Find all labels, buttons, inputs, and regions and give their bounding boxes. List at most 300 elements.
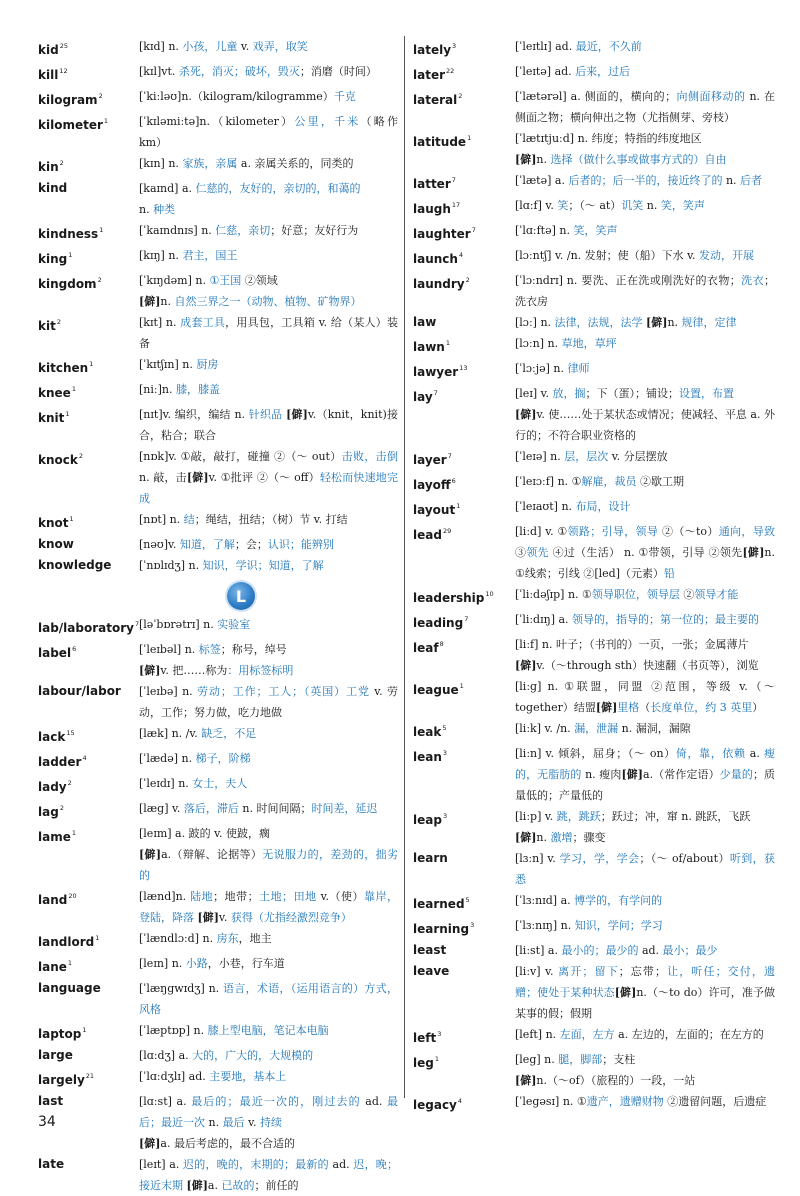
highlighted-meaning: 规律，定律 [681,316,737,329]
highlighted-meaning: 落后，滞后 [183,802,239,815]
headword-text: landlord [38,935,95,949]
definition-text: a. [207,1179,222,1192]
definition-text: [ˈkɪləmiːtə]n.（kilometer） [139,115,295,128]
definition [515,333,617,354]
highlighted-meaning: 最近，不久前 [575,40,642,53]
definition-text: ② [679,588,695,601]
highlighted-meaning: 仁慈的，友好的，亲切的，和蔼的 [195,182,361,195]
definition-text: n. [168,40,183,53]
definition-text: [lɔː] n. [515,316,555,329]
headword-text: lately [413,43,452,57]
highlighted-meaning: 认识；能辨别 [267,538,334,551]
definition [139,534,334,555]
headword-text: layout [413,503,456,517]
highlighted-meaning: 放，搁 [552,387,586,400]
definition-text: [nɒt] n. [139,513,184,526]
headword-text: large [38,1048,73,1062]
definition-line [139,1133,398,1154]
definition-text: v. [244,1116,260,1129]
headword [413,61,515,86]
dictionary-entry [38,614,398,639]
rare-meaning-tag: [僻] [139,848,162,861]
definition-line [139,823,398,844]
dictionary-entry [38,886,398,928]
frequency-count: 7 [134,620,140,628]
headword [38,681,139,702]
definition-text: [ˈkɪŋdəm] n. [139,274,210,287]
headword-text: knowledge [38,558,112,572]
definition-line [139,509,348,530]
definition-text: a.（常作定语） [643,768,720,781]
highlighted-meaning: 后者 [740,174,763,187]
definition-line [515,471,684,492]
dictionary-entry [38,1045,398,1066]
frequency-count: 4 [82,754,87,762]
headword [38,270,139,295]
headword-text: ladder [38,755,82,769]
dictionary-entry [38,379,398,404]
highlighted-meaning: 笑 [557,199,569,212]
headword-text: laptop [38,1027,82,1041]
definition-line [515,634,759,655]
headword-text: later [413,68,446,82]
definition-line [139,1045,313,1066]
dictionary-entry [38,1020,398,1045]
definition [139,1045,313,1066]
definition-text: [lɑːf] v. [515,199,558,212]
definition [515,312,737,333]
definition-line [139,86,356,107]
definition-text: n. ①线索；引线 ②[led]（元素） [515,546,776,580]
highlighted-meaning: 后者的；后一半的，接近终了的 [568,174,723,187]
headword-text: launch [413,252,458,266]
definition-text: [ˈleɪə] n. [515,450,565,463]
frequency-count: 6 [451,477,456,485]
definition-text: ；跃过；冲，窜 n. 跳跃，飞跃 [600,810,751,823]
definition-text: a. 亲属关系的，同类的 [237,157,354,170]
dictionary-entry [38,509,398,534]
definition [515,806,750,848]
highlighted-meaning: 解雇，裁员 [581,475,637,488]
dictionary-entry [413,634,775,676]
definition-text: （略作 km） [139,115,399,149]
highlighted-meaning: 长度单位，约 3 英里 [650,701,753,714]
definition-text: [ˈlɑːftə] n. [515,224,574,237]
frequency-count: 1 [67,959,73,967]
definition [139,681,398,723]
headword [38,773,139,798]
definition-text: [liːg] n. ①联盟，同盟 ②范围，等级 v.（～together）结盟 [515,680,775,714]
definition-text: [ˈlædə] n. [139,752,196,765]
headword-text: kin [38,160,59,174]
definition-text: n. 瘦肉 [581,768,622,781]
definition-text: n. [722,174,741,187]
definition [515,86,775,128]
dictionary-entry [413,195,775,220]
highlighted-meaning: 里格 [617,701,640,714]
definition-text: ；地带； [213,890,259,903]
definition-line [139,681,398,723]
rare-meaning-tag: [僻] [742,546,765,559]
definition-text: [liːk] v. /n. [515,722,575,735]
definition-text: [leg] n. [515,1053,559,1066]
definition-text: [leɪt] a. [139,1158,184,1171]
headword [38,61,139,86]
definition-text: [ˈlɜːnɪd] a. [515,894,575,907]
definition-line [515,848,775,890]
definition-text: [lænd]n. [139,890,191,903]
definition-line [515,1024,764,1045]
headword [38,723,139,748]
frequency-count: 1 [99,226,104,234]
headword [413,676,515,701]
highlighted-meaning: 实验室 [217,618,251,631]
definition [139,312,398,354]
highlighted-meaning: 层，层次 [564,450,609,463]
headword [413,128,515,153]
definition-text: v.（knit，knit)接合，粘合；联合 [139,408,398,442]
headword-text: lawyer [413,365,459,379]
headword-text: leadership [413,591,485,605]
frequency-count: 21 [85,1072,95,1080]
dictionary-entry [38,1066,398,1091]
definition-text: [liːv] v. [515,965,559,978]
definition-line [515,961,775,1024]
highlighted-meaning: 小路 [185,957,208,970]
headword [413,446,515,471]
frequency-count: 3 [452,42,457,50]
headword-text: last [38,1094,64,1108]
definition-line [139,354,218,375]
headword-text: leak [413,725,442,739]
definition-line [139,534,334,555]
dictionary-entry [413,61,775,86]
definition-line [139,1066,286,1087]
definition [515,1049,695,1091]
headword-text: learn [413,851,448,865]
highlighted-meaning: 布局，设计 [575,500,631,513]
highlighted-meaning: 仁慈，亲切 [215,224,271,237]
headword-text: knit [38,411,65,425]
definition-text: ；下（蛋）；铺设； [585,387,680,400]
definition [139,178,361,220]
definition-text: ；忘带； [618,965,667,978]
frequency-count: 2 [97,276,102,284]
definition [139,446,398,509]
rare-meaning-tag: [僻] [595,701,618,714]
definition [515,718,691,739]
headword [413,848,515,869]
highlighted-meaning: 让，听任；交付，遗赠；使处于某种状态 [515,965,776,999]
highlighted-meaning: 土地；田地 [258,890,317,903]
definition-text: [kaɪnd] a. [139,182,196,195]
definition [515,915,663,936]
definition-text: n. [536,153,551,166]
headword [413,609,515,634]
definition-text: n. [536,831,551,844]
highlighted-meaning: 靠岸，登陆，降落 [139,890,399,924]
definition-line [515,312,737,333]
definition-line [139,639,293,660]
highlighted-meaning: 家族，亲属 [182,157,238,170]
definition-line [139,928,272,949]
highlighted-meaning: 领导的，指导的；第一位的；最主要的 [572,613,760,626]
headword-text: lateral [413,93,458,107]
definition-line [515,170,762,191]
definition-line [515,743,775,806]
definition-text: v. 劳动，工作；努力做，吃力地做 [139,685,399,719]
definition-text: [left] n. [515,1028,560,1041]
frequency-count: 20 [68,892,77,900]
frequency-count: 2 [78,452,84,460]
definition-line [139,953,285,974]
definition-text: v. [218,911,231,924]
definition-text: [ˈliːdɪŋ] a. [515,613,573,626]
frequency-count: 3 [437,1030,442,1038]
definition-line [515,584,738,605]
definition-text: [lɜːn] v. [515,852,560,865]
letter-l-icon: L [227,582,255,610]
highlighted-meaning: 最小；最少 [662,944,718,957]
highlighted-meaning: 律师 [567,362,590,375]
definition-line [139,1020,329,1041]
highlighted-meaning: 击败，击倒 [341,450,399,463]
definition [515,383,775,446]
headword-text: learned [413,897,465,911]
headword [38,534,139,555]
headword [38,614,139,639]
definition-line [139,379,220,400]
highlighted-meaning: 法律，法规，法学 [554,316,643,329]
definition [515,609,759,630]
definition [515,961,775,1024]
frequency-count: 4 [457,1097,463,1105]
dictionary-entry [38,681,398,723]
definition-line [139,660,293,681]
highlighted-meaning: 迟的，晚的，末期的；最新的 [183,1158,329,1171]
headword [413,806,515,831]
highlighted-meaning: 戏弄，取笑 [252,40,308,53]
highlighted-meaning: 笑，笑声 [573,224,618,237]
rare-meaning-tag: [僻] [621,768,644,781]
definition-text: ；质量低的；产量低的 [515,768,776,802]
headword [413,195,515,220]
frequency-count: 3 [442,812,448,820]
highlighted-meaning: 语言，术语，（运用语言的）方式，风格 [139,982,399,1016]
definition-line [139,312,398,354]
definition-text: n. [643,199,661,212]
definition-text: ②遗留问题，后遗症 [663,1095,767,1108]
definition [139,1091,398,1154]
definition [139,111,398,153]
frequency-count: 10 [485,590,494,598]
highlighted-meaning: 草地，草坪 [561,337,617,350]
headword [413,245,515,270]
headword [413,312,515,333]
definition [139,1020,329,1041]
headword-text: left [413,1031,437,1045]
definition-text: [kɪŋ] n. [139,249,183,262]
dictionary-entry [38,312,398,354]
highlighted-meaning: ：用标签标明 [227,664,294,677]
highlighted-meaning: 杀死，消灭；破坏，毁灭 [178,65,300,78]
definition-text: n. [667,316,682,329]
definition-line [515,940,718,961]
headword-text: leg [413,1056,434,1070]
highlighted-meaning: 讥笑 [621,199,644,212]
headword [38,312,139,337]
definition-line [139,614,250,635]
headword-text: legacy [413,1098,457,1112]
definition-line [515,609,759,630]
definition-line [139,178,361,199]
headword [38,153,139,178]
definition-text: [ˈleɪbəl] n. [139,643,199,656]
headword [413,718,515,743]
definition-line [515,220,617,241]
headword [38,886,139,911]
definition-line [139,748,251,769]
dictionary-entry [413,676,775,718]
headword [413,36,515,61]
definition-line [139,723,256,744]
definition-line [515,496,631,517]
right-column [413,36,775,1116]
definition-text: ；（～ at） [568,199,622,212]
definition [515,1024,764,1045]
definition-text: ，用具包，工具箱 v. 给（某人）装备 [139,316,399,350]
definition-line [139,245,237,266]
headword-text: latter [413,177,451,191]
headword-text: late [38,1157,65,1171]
headword-text: land [38,893,68,907]
headword-text: king [38,252,68,266]
rare-meaning-tag: [僻] [186,471,209,484]
highlighted-meaning: 左面，左方 [559,1028,615,1041]
headword [413,333,515,358]
headword-text: kid [38,43,59,57]
definition-line [139,404,398,446]
definition-line [139,1154,398,1196]
headword [413,961,515,982]
frequency-count: 1 [456,502,461,510]
frequency-count: 1 [445,339,450,347]
headword-text: lean [413,750,442,764]
definition-text: ②（～to） [658,525,719,538]
highlighted-meaning: 遗产，遗赠财物 [586,1095,664,1108]
frequency-count: 3 [470,921,475,929]
definition [139,614,250,635]
rare-meaning-tag: [僻] [186,1179,208,1192]
definition-text: [ˈlɔːjə] n. [515,362,568,375]
rare-meaning-tag: [僻] [515,408,537,421]
headword [38,798,139,823]
definition-text: [ˈlændlɔːd] n. [139,932,217,945]
definition [139,220,358,241]
frequency-count: 5 [442,724,447,732]
headword-text: laugh [413,202,451,216]
definition-line [515,36,642,57]
highlighted-meaning: 时间差，延迟 [311,802,378,815]
frequency-count: 7 [464,615,469,623]
dictionary-entry [413,1091,775,1116]
headword [38,446,139,471]
headword [38,404,139,429]
definition [139,404,398,446]
highlighted-meaning: 领导才能 [694,588,739,601]
headword [38,354,139,379]
dictionary-entry [38,953,398,978]
dictionary-entry [38,639,398,681]
definition [515,446,668,467]
definition-text: [ˈlætɪtjuːd] n. 纬度；特指的纬度地区 [515,132,702,145]
headword-text: largely [38,1073,85,1087]
dictionary-entry [38,61,398,86]
headword [413,1024,515,1049]
definition-text: n. 漏洞，漏隙 [618,722,691,735]
frequency-count: 4 [458,251,464,259]
definition-text: [lɔːn] n. [515,337,562,350]
frequency-count: 1 [89,360,94,368]
definition-text: [niː]n. [139,383,176,396]
headword [38,1091,139,1112]
definition-line [515,890,662,911]
definition-text: [ˈlɔːndrɪ] n. 要洗、正在洗或刚洗好的衣物； [515,274,741,287]
dictionary-entry [413,961,775,1024]
definition [139,1154,398,1196]
highlighted-meaning: 针织品 [248,408,283,421]
definition-text: [ˈleɪɔːf] n. ① [515,475,582,488]
frequency-count: 2 [458,92,463,100]
headword [413,86,515,111]
headword-text: leaf [413,641,439,655]
headword [413,915,515,940]
definition [139,928,272,949]
definition [515,496,631,517]
definition [515,743,775,806]
definition-text: a.（辩解、论据等） [161,848,263,861]
headword [413,170,515,195]
highlighted-meaning: 知识，学问；学习 [574,919,663,932]
definition-line [515,245,754,266]
definition [139,1066,286,1087]
definition [139,823,398,886]
definition [139,798,377,819]
frequency-count: 1 [65,410,70,418]
rare-meaning-tag: [僻] [286,408,308,421]
definition-text: ad. [638,944,663,957]
dictionary-entry [38,928,398,953]
highlighted-meaning: 千克 [333,90,356,103]
definition-text: ，地主 [238,932,272,945]
headword [38,953,139,978]
headword [38,555,139,576]
definition-text: n. [160,295,175,308]
definition-line [139,844,398,886]
definition-line [515,806,750,827]
headword-text: label [38,646,72,660]
headword-text: labour/labor [38,684,121,698]
headword [38,111,139,136]
definition-text: [kɪt] n. [139,316,181,329]
definition-text: v.（使） [316,890,365,903]
definition-line [515,149,727,170]
definition-text: [ˈleɪdɪ] n. [139,777,193,790]
definition-text: v. [240,40,253,53]
section-letter-badge [38,576,398,614]
headword [413,220,515,245]
definition-line [139,291,362,312]
